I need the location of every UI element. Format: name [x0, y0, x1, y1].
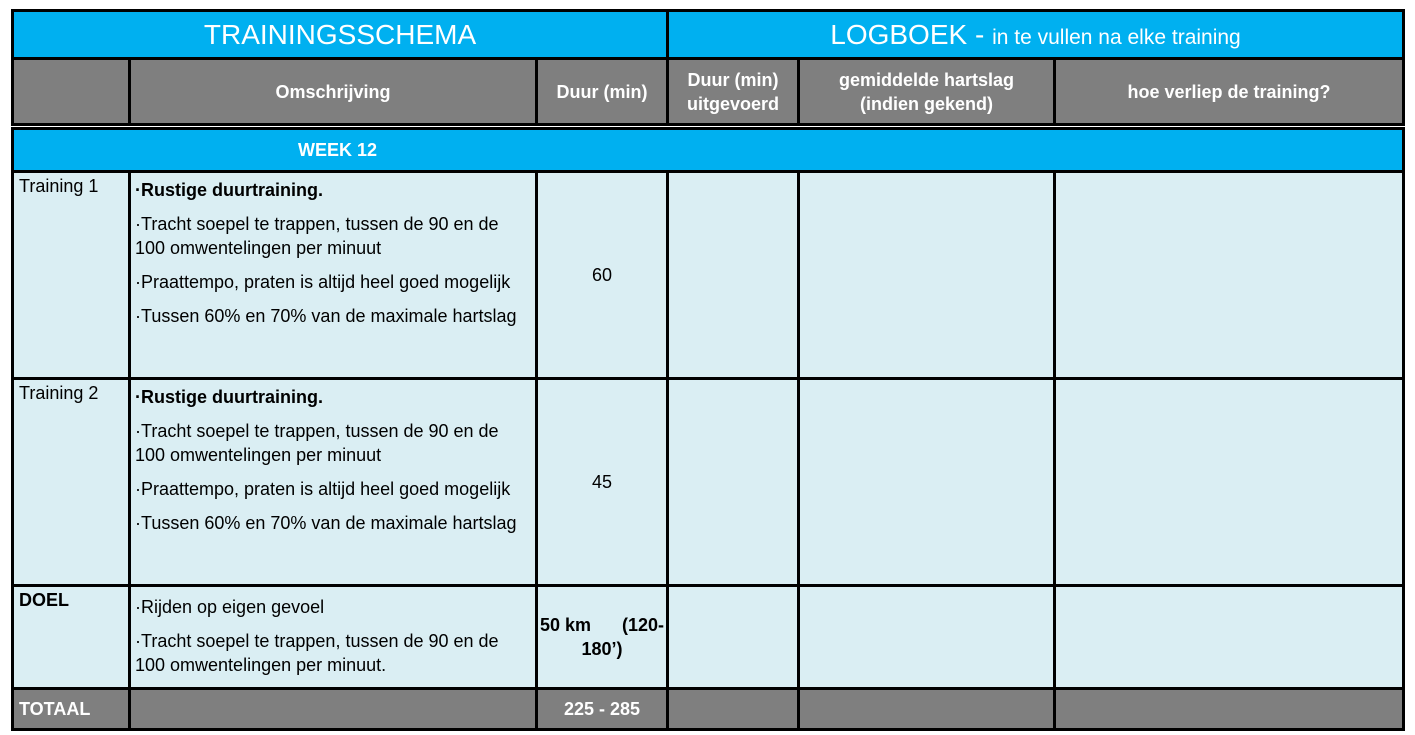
header-done-line1: Duur (min) — [687, 69, 779, 90]
goal-range-start: (120- — [621, 615, 664, 635]
total-how-went-cell[interactable] — [1055, 689, 1404, 730]
training-1-how-went-input[interactable] — [1055, 172, 1404, 379]
header-how-text: hoe verliep de training? — [1127, 81, 1331, 102]
table-row — [13, 172, 1404, 379]
training-1-duration: 60 — [537, 172, 668, 379]
training-1-duration-done-input[interactable] — [668, 172, 799, 379]
total-value: 225 - 285 — [537, 689, 668, 730]
week-label: WEEK 12 — [298, 139, 378, 160]
header-heart-rate — [799, 59, 1055, 125]
total-row — [13, 689, 1404, 730]
goal-duration — [537, 586, 668, 689]
goal-point-1: ·Rijden op eigen gevoel — [135, 597, 325, 617]
header-description — [130, 59, 537, 125]
training-2-description — [130, 379, 537, 586]
training-1-heart-rate-input[interactable] — [799, 172, 1055, 379]
header-duration-done — [668, 59, 799, 125]
goal-duration-done-input[interactable] — [668, 586, 799, 689]
left-title-text: TRAININGSSCHEMA — [203, 18, 477, 50]
schedule-table — [11, 127, 1405, 731]
header-empty-cell — [13, 59, 130, 125]
header-duration — [537, 59, 668, 125]
header-description-text: Omschrijving — [275, 81, 391, 102]
goal-how-went-input[interactable] — [1055, 586, 1404, 689]
table-row — [13, 586, 1404, 689]
training-1-title: ·Rustige duurtraining. — [135, 180, 323, 200]
training-1-point-3: ·Tussen 60% en 70% van de maximale hartslag — [135, 306, 517, 326]
header-table — [11, 9, 1405, 126]
logboek-title — [668, 11, 1404, 59]
goal-label: DOEL — [13, 586, 130, 689]
training-2-how-went-input[interactable] — [1055, 379, 1404, 586]
header-how-went — [1055, 59, 1404, 125]
header-done-line2: uitgevoerd — [686, 93, 779, 114]
goal-distance: 50 km — [540, 615, 592, 635]
training-1-description — [130, 172, 537, 379]
right-title-text: LOGBOEK - — [830, 18, 985, 50]
training-2-heart-rate-input[interactable] — [799, 379, 1055, 586]
week-header — [13, 129, 1404, 172]
training-2-point-2: ·Praattempo, praten is altijd heel goed mogelijk — [135, 479, 511, 499]
table-row — [13, 379, 1404, 586]
right-subtitle-text: in te vullen na elke training — [992, 25, 1241, 49]
training-2-point-3: ·Tussen 60% en 70% van de maximale hartslag — [135, 513, 517, 533]
training-2-duration-done-input[interactable] — [668, 379, 799, 586]
total-heart-rate-cell[interactable] — [799, 689, 1055, 730]
goal-heart-rate-input[interactable] — [799, 586, 1055, 689]
training-1-point-1: ·Tracht soepel te trappen, tussen de 90 en de 100 omwentelingen per minuut — [135, 214, 499, 258]
total-empty-cell — [130, 689, 537, 730]
goal-range-end: 180’) — [581, 639, 623, 659]
header-hr-line1: gemiddelde hartslag — [838, 69, 1015, 90]
header-hr-line2: (indien gekend) — [859, 93, 993, 114]
goal-point-2: ·Tracht soepel te trappen, tussen de 90 en de 100 omwentelingen per minuut. — [135, 631, 499, 675]
training-2-title: ·Rustige duurtraining. — [135, 387, 323, 407]
training-1-label: Training 1 — [13, 172, 130, 379]
training-2-point-1: ·Tracht soepel te trappen, tussen de 90 en de 100 omwentelingen per minuut — [135, 421, 499, 465]
total-label: TOTAAL — [13, 689, 130, 730]
training-1-point-2: ·Praattempo, praten is altijd heel goed mogelijk — [135, 272, 511, 292]
header-duration-text: Duur (min) — [556, 81, 648, 102]
total-done-cell[interactable] — [668, 689, 799, 730]
goal-description — [130, 586, 537, 689]
trainingsschema-title — [13, 11, 668, 59]
training-2-label: Training 2 — [13, 379, 130, 586]
training-2-duration: 45 — [537, 379, 668, 586]
